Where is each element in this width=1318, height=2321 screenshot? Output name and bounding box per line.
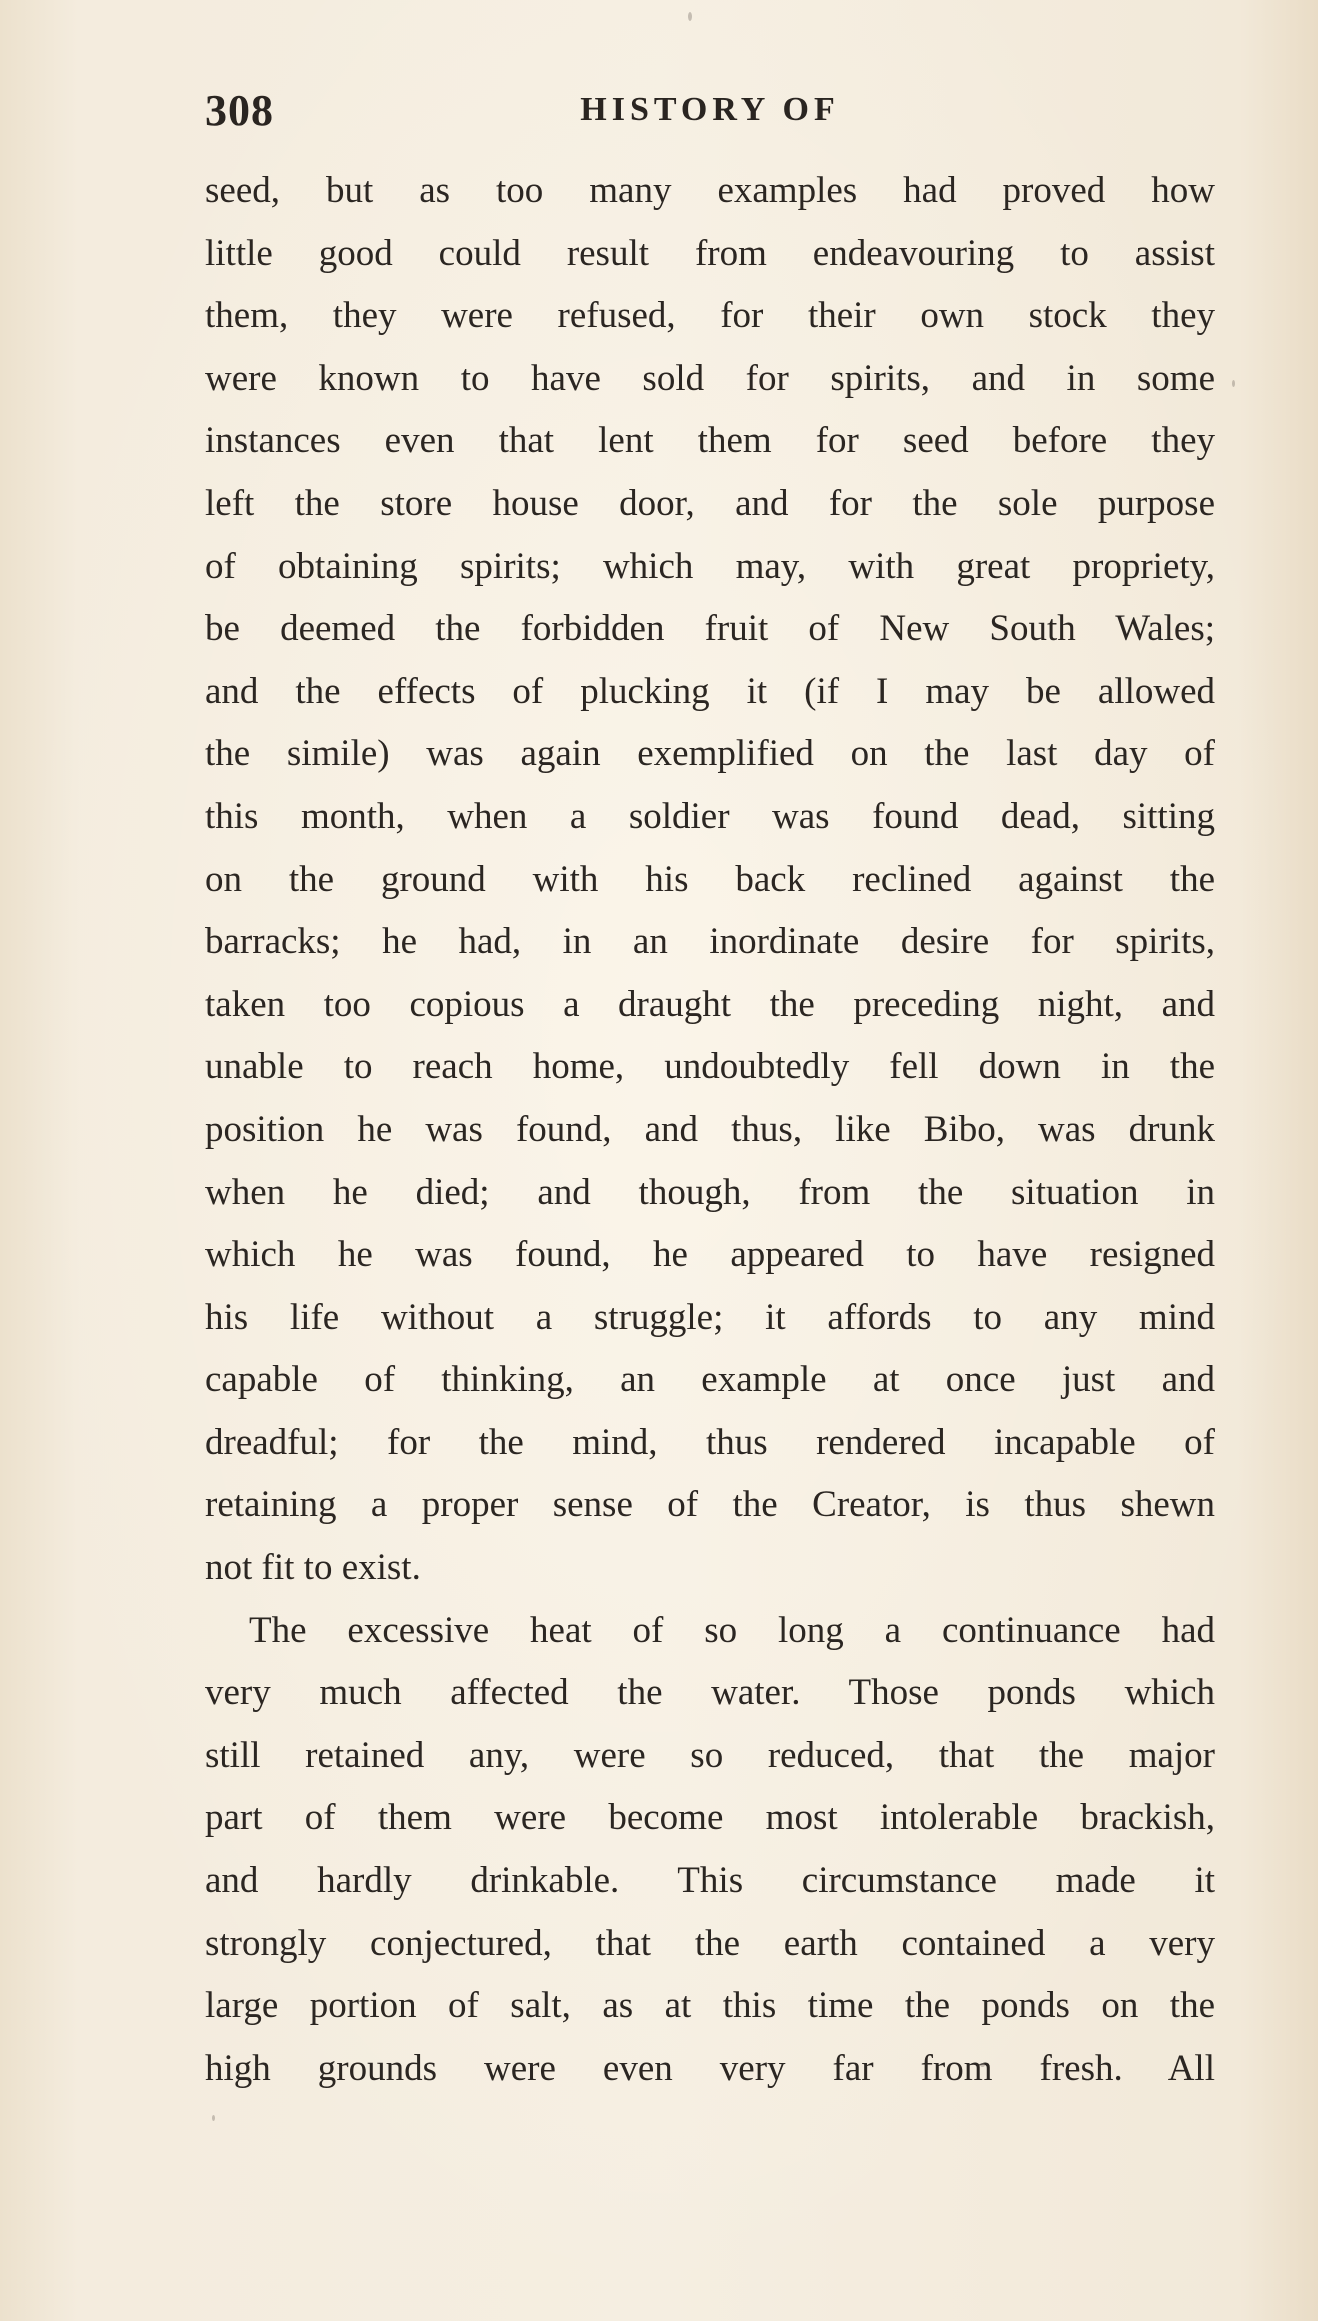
paper-speck bbox=[688, 12, 692, 21]
text-line: and hardly drinkable. This circumstance made it bbox=[205, 1860, 1215, 1902]
text-line: of obtaining spirits; which may, with great propriety, bbox=[205, 545, 1215, 587]
paper-speck bbox=[1232, 380, 1235, 387]
paper-speck bbox=[980, 2063, 985, 2067]
text-line: were known to have sold for spirits, and in some bbox=[205, 357, 1215, 399]
text-line: capable of thinking, an example at once just and bbox=[205, 1359, 1215, 1401]
text-line: dreadful; for the mind, thus rendered incapable of bbox=[205, 1421, 1215, 1463]
text-line: seed, but as too many examples had proved how bbox=[205, 170, 1215, 211]
text-line: little good could result from endeavouring to assist bbox=[205, 232, 1215, 274]
text-line: large portion of salt, as at this time the ponds on the bbox=[205, 1985, 1215, 2027]
text-line: taken too copious a draught the preceding night, and bbox=[205, 983, 1215, 1025]
text-line: still retained any, were so reduced, that the major bbox=[205, 1734, 1215, 1776]
paper-speck bbox=[1045, 1512, 1048, 1515]
text-line: be deemed the forbidden fruit of New South Wales; bbox=[205, 608, 1215, 650]
text-line: part of them were become most intolerable brackish, bbox=[205, 1797, 1215, 1839]
text-line: The excessive heat of so long a continuance had bbox=[249, 1609, 1215, 1651]
text-line: left the store house door, and for the sole purpose bbox=[205, 482, 1215, 524]
text-line: and the effects of plucking it (if I may be allowed bbox=[205, 670, 1215, 712]
text-line: retaining a proper sense of the Creator, is thus shewn bbox=[205, 1484, 1215, 1526]
page-header bbox=[205, 85, 1215, 145]
text-line: which he was found, he appeared to have resigned bbox=[205, 1234, 1215, 1276]
text-line: unable to reach home, undoubtedly fell down in the bbox=[205, 1046, 1215, 1088]
text-line: barracks; he had, in an inordinate desire for spirits, bbox=[205, 921, 1215, 963]
text-line: the simile) was again exemplified on the last day of bbox=[205, 733, 1215, 775]
paragraph-1 bbox=[205, 160, 1215, 1600]
text-line: them, they were refused, for their own stock they bbox=[205, 295, 1215, 337]
text-line: strongly conjectured, that the earth contained a very bbox=[205, 1922, 1215, 1964]
text-line: his life without a struggle; it affords to any mind bbox=[205, 1296, 1215, 1338]
running-head: HISTORY OF bbox=[580, 91, 840, 128]
text-line: this month, when a soldier was found dead, sitting bbox=[205, 795, 1215, 837]
text-line: when he died; and though, from the situation in bbox=[205, 1171, 1215, 1213]
text-line: very much affected the water. Those ponds which bbox=[205, 1672, 1215, 1714]
page-number: 308 bbox=[205, 86, 274, 135]
text-line: high grounds were even very far from fresh. All bbox=[205, 2047, 1215, 2089]
paragraph-2 bbox=[205, 1600, 1215, 2101]
text-line: on the ground with his back reclined against the bbox=[205, 858, 1215, 900]
text-line: position he was found, and thus, like Bibo, was drunk bbox=[205, 1108, 1215, 1150]
text-line: not fit to exist. bbox=[205, 1547, 421, 1589]
paper-speck bbox=[212, 2115, 215, 2121]
text-line: instances even that lent them for seed before they bbox=[205, 420, 1215, 462]
body-text bbox=[205, 160, 1215, 2100]
